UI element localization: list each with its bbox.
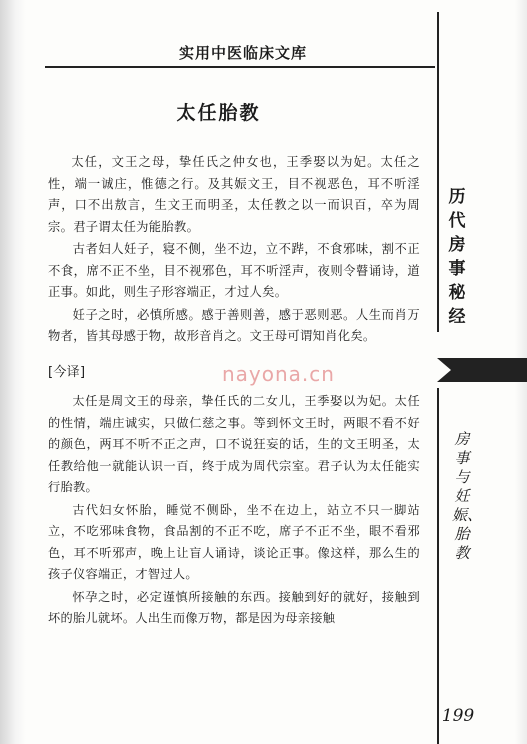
translation-label: [今译] [48,364,86,380]
original-paragraph-1: 太任，文王之母，挚任氏之仲女也，王季娶以为妃。太任之性，端一诚庄，惟德之行。及其娠文王，目不视恶色，耳不听淫声，口不出敖言，生文王而明圣，太任教之以一而识百，卒为周宗。君子谓太任为能胎教。 [48,155,420,234]
article-body [48,152,420,631]
page-number: 199 [441,706,475,726]
translation-paragraph-2: 古代妇女怀胎，睡觉不侧卧，坐不在边上，站立不只一脚站立，不吃邪味食物，食品割的不正不吃，席子不正不坐，眼不看邪色，耳不听邪声，晚上让盲人诵诗，谈论正事。像这样，那么生的孩子仪容端正，才智过人。 [48,502,420,581]
side-book-title: 历代房事秘经 [448,187,466,327]
translation-paragraph-3: 怀孕之时，必定谨慎所接触的东西。接触到好的就好，接触到坏的胎儿就坏。人出生而像万物，都是因为母亲接触 [48,589,420,625]
side-rule-bottom [437,388,439,744]
translation-paragraph-1: 太任是周文王的母亲，挚任氏的二女儿，王季娶以为妃。太任的性情，端庄诚实，只做仁慈之事。等到怀文王时，两眼不看不好的颜色，两耳不听不正之声，口不说狂妄的话，生的文王明圣，太任教给他一就能认识一百，终于成为周代宗室。君子认为太任能实行胎教。 [48,394,420,494]
original-paragraph-3: 妊子之时，必慎所感。感于善则善，感于恶则恶。人生而肖万物者，皆其母感于物，故形音肖之。文王母可谓知肖化矣。 [48,307,420,343]
chapter-tab-arrow-icon [437,358,527,382]
page-title: 太任胎教 [176,102,261,124]
watermark-text: nayona.cn [222,362,335,386]
original-paragraph-2: 古者妇人妊子，寝不侧，坐不边，立不跸，不食邪味，割不正不食，席不正不坐，目不视邪色，耳不听淫声，夜则令瞽诵诗，道正事。如此，则生子形容端正，才过人矣。 [48,242,420,299]
side-rule-top [437,12,439,332]
header-rule [45,66,435,68]
side-chapter-title: 房事与妊娠、胎教 [452,430,483,562]
running-header: 实用中医临床文库 [178,44,307,62]
translation-section [48,391,420,630]
